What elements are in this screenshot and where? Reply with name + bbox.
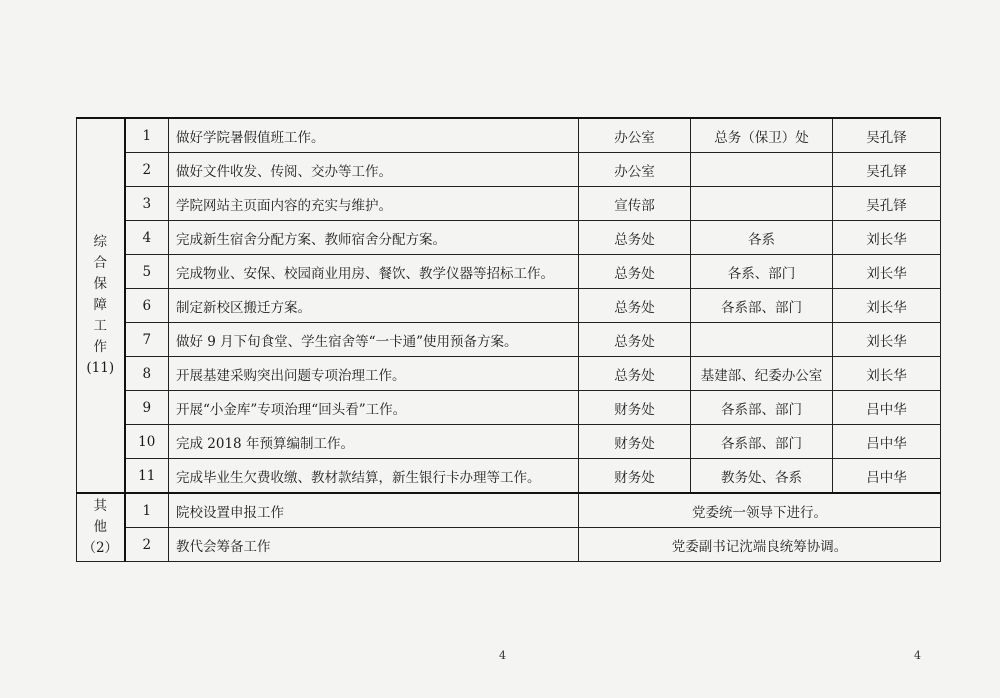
group-name-cell — [77, 493, 125, 562]
task-cell: 做好 9 月下旬食堂、学生宿舍等“一卡通”使用预备方案。 — [169, 323, 579, 357]
responsible-person-cell: 吴孔铎 — [833, 118, 941, 153]
task-cell: 制定新校区搬迁方案。 — [169, 289, 579, 323]
item-number-cell: 2 — [125, 528, 169, 562]
coop-dept-cell: 教务处、各系 — [691, 459, 833, 494]
table-row — [77, 459, 941, 494]
coop-dept-cell: 基建部、纪委办公室 — [691, 357, 833, 391]
group-count: （2） — [82, 540, 119, 556]
coop-dept-cell: 各系部、部门 — [691, 425, 833, 459]
table-row — [77, 153, 941, 187]
responsible-person-cell: 刘长华 — [833, 289, 941, 323]
table-row — [77, 255, 941, 289]
group-name-char: 合 — [93, 255, 107, 271]
responsible-person-cell: 刘长华 — [833, 221, 941, 255]
responsible-person-cell: 吴孔铎 — [833, 187, 941, 221]
table-row — [77, 425, 941, 459]
responsible-person-cell: 吕中华 — [833, 425, 941, 459]
coop-dept-cell: 总务（保卫）处 — [691, 118, 833, 153]
lead-dept-cell: 办公室 — [579, 118, 691, 153]
lead-dept-cell: 财务处 — [579, 459, 691, 494]
task-cell: 完成毕业生欠费收缴、教材款结算，新生银行卡办理等工作。 — [169, 459, 579, 494]
work-plan-table — [76, 117, 941, 562]
item-number-cell: 11 — [125, 459, 169, 494]
group-name-char: 综 — [93, 234, 107, 250]
task-cell: 学院网站主页面内容的充实与维护。 — [169, 187, 579, 221]
responsible-person-cell: 刘长华 — [833, 357, 941, 391]
page-number-right: 4 — [914, 649, 921, 662]
table-row — [77, 118, 941, 153]
group-name-char: 作 — [93, 339, 107, 355]
item-number-cell: 3 — [125, 187, 169, 221]
lead-dept-cell: 总务处 — [579, 289, 691, 323]
group-name-char: 工 — [93, 318, 107, 334]
task-cell: 做好学院暑假值班工作。 — [169, 118, 579, 153]
item-number-cell: 1 — [125, 493, 169, 528]
table-row — [77, 187, 941, 221]
item-number-cell: 10 — [125, 425, 169, 459]
lead-dept-cell: 办公室 — [579, 153, 691, 187]
lead-dept-cell: 财务处 — [579, 425, 691, 459]
responsible-person-cell: 吕中华 — [833, 391, 941, 425]
task-cell: 做好文件收发、传阅、交办等工作。 — [169, 153, 579, 187]
coop-dept-cell: 各系、部门 — [691, 255, 833, 289]
task-cell: 完成 2018 年预算编制工作。 — [169, 425, 579, 459]
task-cell: 教代会筹备工作 — [169, 528, 579, 562]
table-row — [77, 528, 941, 562]
group-name-char: 他 — [93, 519, 107, 535]
table-row — [77, 323, 941, 357]
item-number-cell: 1 — [125, 118, 169, 153]
responsible-person-cell: 刘长华 — [833, 255, 941, 289]
note-cell: 党委统一领导下进行。 — [579, 493, 941, 528]
responsible-person-cell: 刘长华 — [833, 323, 941, 357]
table-row — [77, 221, 941, 255]
group-name-cell — [77, 118, 125, 493]
coop-dept-cell — [691, 187, 833, 221]
item-number-cell: 2 — [125, 153, 169, 187]
table-row — [77, 289, 941, 323]
responsible-person-cell: 吴孔铎 — [833, 153, 941, 187]
lead-dept-cell: 总务处 — [579, 255, 691, 289]
coop-dept-cell: 各系 — [691, 221, 833, 255]
item-number-cell: 5 — [125, 255, 169, 289]
item-number-cell: 4 — [125, 221, 169, 255]
task-cell: 院校设置申报工作 — [169, 493, 579, 528]
group-count: (11) — [86, 360, 115, 376]
page-number-left: 4 — [499, 649, 506, 662]
lead-dept-cell: 总务处 — [579, 323, 691, 357]
coop-dept-cell — [691, 323, 833, 357]
table-row — [77, 357, 941, 391]
coop-dept-cell: 各系部、部门 — [691, 391, 833, 425]
group-name-char: 其 — [93, 498, 107, 514]
lead-dept-cell: 总务处 — [579, 221, 691, 255]
coop-dept-cell — [691, 153, 833, 187]
task-cell: 开展“小金库”专项治理“回头看”工作。 — [169, 391, 579, 425]
lead-dept-cell: 财务处 — [579, 391, 691, 425]
note-cell: 党委副书记沈端良统筹协调。 — [579, 528, 941, 562]
task-cell: 完成新生宿舍分配方案、教师宿舍分配方案。 — [169, 221, 579, 255]
group-name-char: 障 — [93, 297, 107, 313]
item-number-cell: 6 — [125, 289, 169, 323]
item-number-cell: 9 — [125, 391, 169, 425]
coop-dept-cell: 各系部、部门 — [691, 289, 833, 323]
task-cell: 开展基建采购突出问题专项治理工作。 — [169, 357, 579, 391]
group-name-char: 保 — [93, 276, 107, 292]
task-cell: 完成物业、安保、校园商业用房、餐饮、教学仪器等招标工作。 — [169, 255, 579, 289]
item-number-cell: 7 — [125, 323, 169, 357]
responsible-person-cell: 吕中华 — [833, 459, 941, 494]
item-number-cell: 8 — [125, 357, 169, 391]
lead-dept-cell: 总务处 — [579, 357, 691, 391]
lead-dept-cell: 宣传部 — [579, 187, 691, 221]
table-row — [77, 493, 941, 528]
table-row — [77, 391, 941, 425]
